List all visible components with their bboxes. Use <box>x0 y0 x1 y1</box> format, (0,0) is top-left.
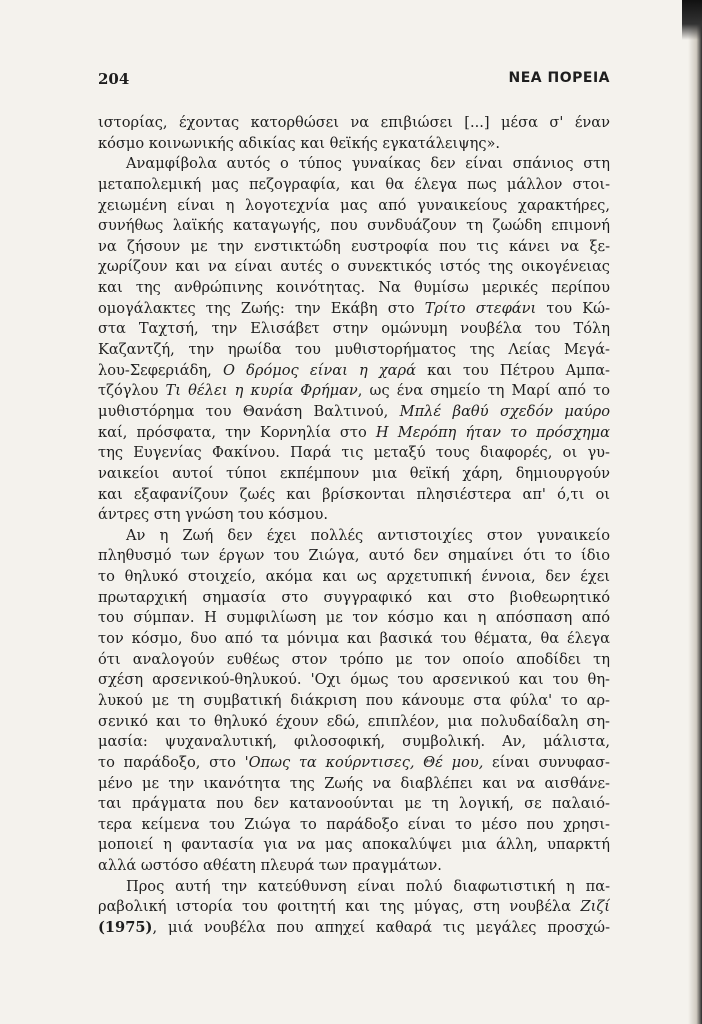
text-segment: ομογάλακτες της Ζωής: την Εκάβη στο <box>98 299 425 317</box>
italic-title: Ζιζί <box>580 898 610 916</box>
text-line: μοποιεί η φαντασία για να μας αποκαλύψει μια άλλη, υπαρκτή <box>98 836 610 854</box>
text-line: ται πράγματα που δεν κατανοούνται με τη λογική, σε παλαιό- <box>98 795 610 813</box>
text-line <box>98 402 610 423</box>
text-line <box>98 381 610 402</box>
italic-title: Τρίτο στεφάνι <box>424 299 537 317</box>
text-segment: το παράδοξο, στο <box>98 753 245 771</box>
text-line: και της ανθρώπινης κοινότητας. Να θυμίσω μερικές περίπου <box>98 279 610 297</box>
italic-title: Ο δρόμος είναι η χαρά <box>222 361 416 379</box>
italic-title: Η Μερόπη ήταν το πρόσχημα <box>375 423 610 441</box>
text-line: Καζαντζή, την ηρωίδα του μυθιστορήματος της Λείας Μεγά- <box>98 341 610 359</box>
page-header <box>98 70 610 92</box>
text-line: Αν η Ζωή δεν έχει πολλές αντιστοιχίες στον γυναικείο <box>126 526 610 544</box>
text-line: της Ευγενίας Φακίνου. Παρά τις μεταξύ τους διαφορές, οι γυ- <box>98 444 610 462</box>
text-line <box>98 753 610 774</box>
text-line: μασία: ψυχαναλυτική, φιλοσοφική, συμβολική. Αν, μάλιστα, <box>98 733 610 751</box>
text-line <box>98 918 610 939</box>
text-line: σενικό και το θηλυκό έχουν εδώ, επιπλέον, μια πολυδαίδαλη ση- <box>98 712 610 730</box>
text-segment: τζόγλου <box>98 382 166 400</box>
text-line: λυκού με τη συμβατική διάκριση που κάνουμε στα φύλα' το αρ- <box>98 691 610 709</box>
page-edge-shadow <box>688 0 702 1024</box>
text-line: τον κόσμο, δυο από τα μόνιμα και βασικά του θέματα, θα έλεγα <box>98 630 610 648</box>
text-segment: , ως ένα σημείο τη Μαρί από το <box>357 382 610 400</box>
page-corner-shadow <box>682 0 702 40</box>
text-segment: καί, πρόσφατα, την Κορνηλία στο <box>98 423 376 441</box>
text-segment: και του Πέτρου Αμπα- <box>415 361 610 379</box>
text-line: στα Ταχτσή, την Ελισάβετ στην ομώνυμη νουβέλα του Τόλη <box>98 320 610 338</box>
text-segment: είναι συνυφασ- <box>483 753 610 771</box>
text-line: άντρες στη γνώση του κόσμου. <box>98 506 329 524</box>
text-line <box>98 299 610 320</box>
text-line: να ζήσουν με την ενστικτώδη ευστροφία που τις κάνει να ξε- <box>98 237 610 255</box>
bold-text: (1975) <box>98 918 153 936</box>
running-title: ΝΕΑ ΠΟΡΕΙΑ <box>508 70 610 86</box>
text-line: χειωμένη είναι η λογοτεχνία μας από γυναικείους χαρακτήρες, <box>98 196 610 214</box>
text-line: πληθυσμό των έργων του Ζιώγα, αυτό δεν σημαίνει ότι το ίδιο <box>98 547 610 565</box>
text-line: συνήθως λαϊκής καταγωγής, που συνδυάζουν τη ζωώδη επιμονή <box>98 217 610 235</box>
text-line: σχέση αρσενικού-θηλυκού. 'Οχι όμως του αρσενικού και του θη- <box>98 671 610 689</box>
text-line: ναικείοι αυτοί τύποι εκπέμπουν μια θεϊκή χάρη, δημιουργούν <box>98 464 610 482</box>
text-line <box>98 897 610 918</box>
italic-title: 'Οπως τα κούρντισες, Θέ μου, <box>244 753 484 771</box>
text-segment: του Κώ- <box>536 299 610 317</box>
text-line: χωρίζουν και να είναι αυτές ο συνεκτικός ιστός της οικογένειας <box>98 258 610 276</box>
text-line: μένο με την ικανότητα της Ζωής να διαβλέπει και να αισθάνε- <box>98 774 610 792</box>
text-segment: , μιά νουβέλα που απηχεί καθαρά τις μεγάλες προσχώ- <box>152 918 610 936</box>
text-segment: ραβολική ιστορία του φοιτητή και της μύγας, στη νουβέλα <box>98 898 581 916</box>
text-line: του σύμπαν. Η συμφιλίωση με τον κόσμο και η απόσπαση από <box>98 609 610 627</box>
body-text <box>98 113 610 939</box>
text-line <box>98 423 610 444</box>
text-line: το θηλυκό στοιχείο, ακόμα και ως αρχετυπική έννοια, δεν έχει <box>98 568 610 586</box>
text-line: ιστορίας, έχοντας κατορθώσει να επιβιώσει [...] μέσα σ' έναν <box>98 114 610 131</box>
text-line: τερα κείμενα του Ζιώγα το παράδοξο είναι το μέσο που χρησι- <box>98 815 610 833</box>
text-line: κόσμο κοινωνικής αδικίας και θεϊκής εγκατάλειψης». <box>98 134 501 152</box>
italic-title: Μπλέ βαθύ σχεδόν μαύρο <box>399 402 610 420</box>
italic-title: Τι θέλει η κυρία Φρήμαν <box>165 382 358 400</box>
text-line: μεταπολεμική μας πεζογραφία, και θα έλεγα πως μάλλον στοι- <box>98 175 610 193</box>
text-line: και εξαφανίζουν ζωές και βρίσκονται πλησιέστερα απ' ό,τι οι <box>98 485 610 503</box>
text-segment: μυθιστόρημα του Θανάση Βαλτινού, <box>98 402 400 420</box>
text-segment: λου-Σεφεριάδη, <box>98 361 223 379</box>
page-number: 204 <box>98 70 130 88</box>
text-line <box>98 361 610 382</box>
text-line: Αναμφίβολα αυτός ο τύπος γυναίκας δεν είναι σπάνιος στη <box>126 155 610 173</box>
text-line: ότι αναλογούν ευθέως στον τρόπο με τον οποίο αποδίδει τη <box>98 650 610 668</box>
text-line: αλλά ωστόσο αθέατη πλευρά των πραγμάτων. <box>98 857 442 875</box>
text-line: Προς αυτή την κατεύθυνση είναι πολύ διαφωτιστική η πα- <box>126 877 610 895</box>
text-line: πρωταρχική σημασία στο συγγραφικό και στο βιοθεωρητικό <box>98 588 610 606</box>
